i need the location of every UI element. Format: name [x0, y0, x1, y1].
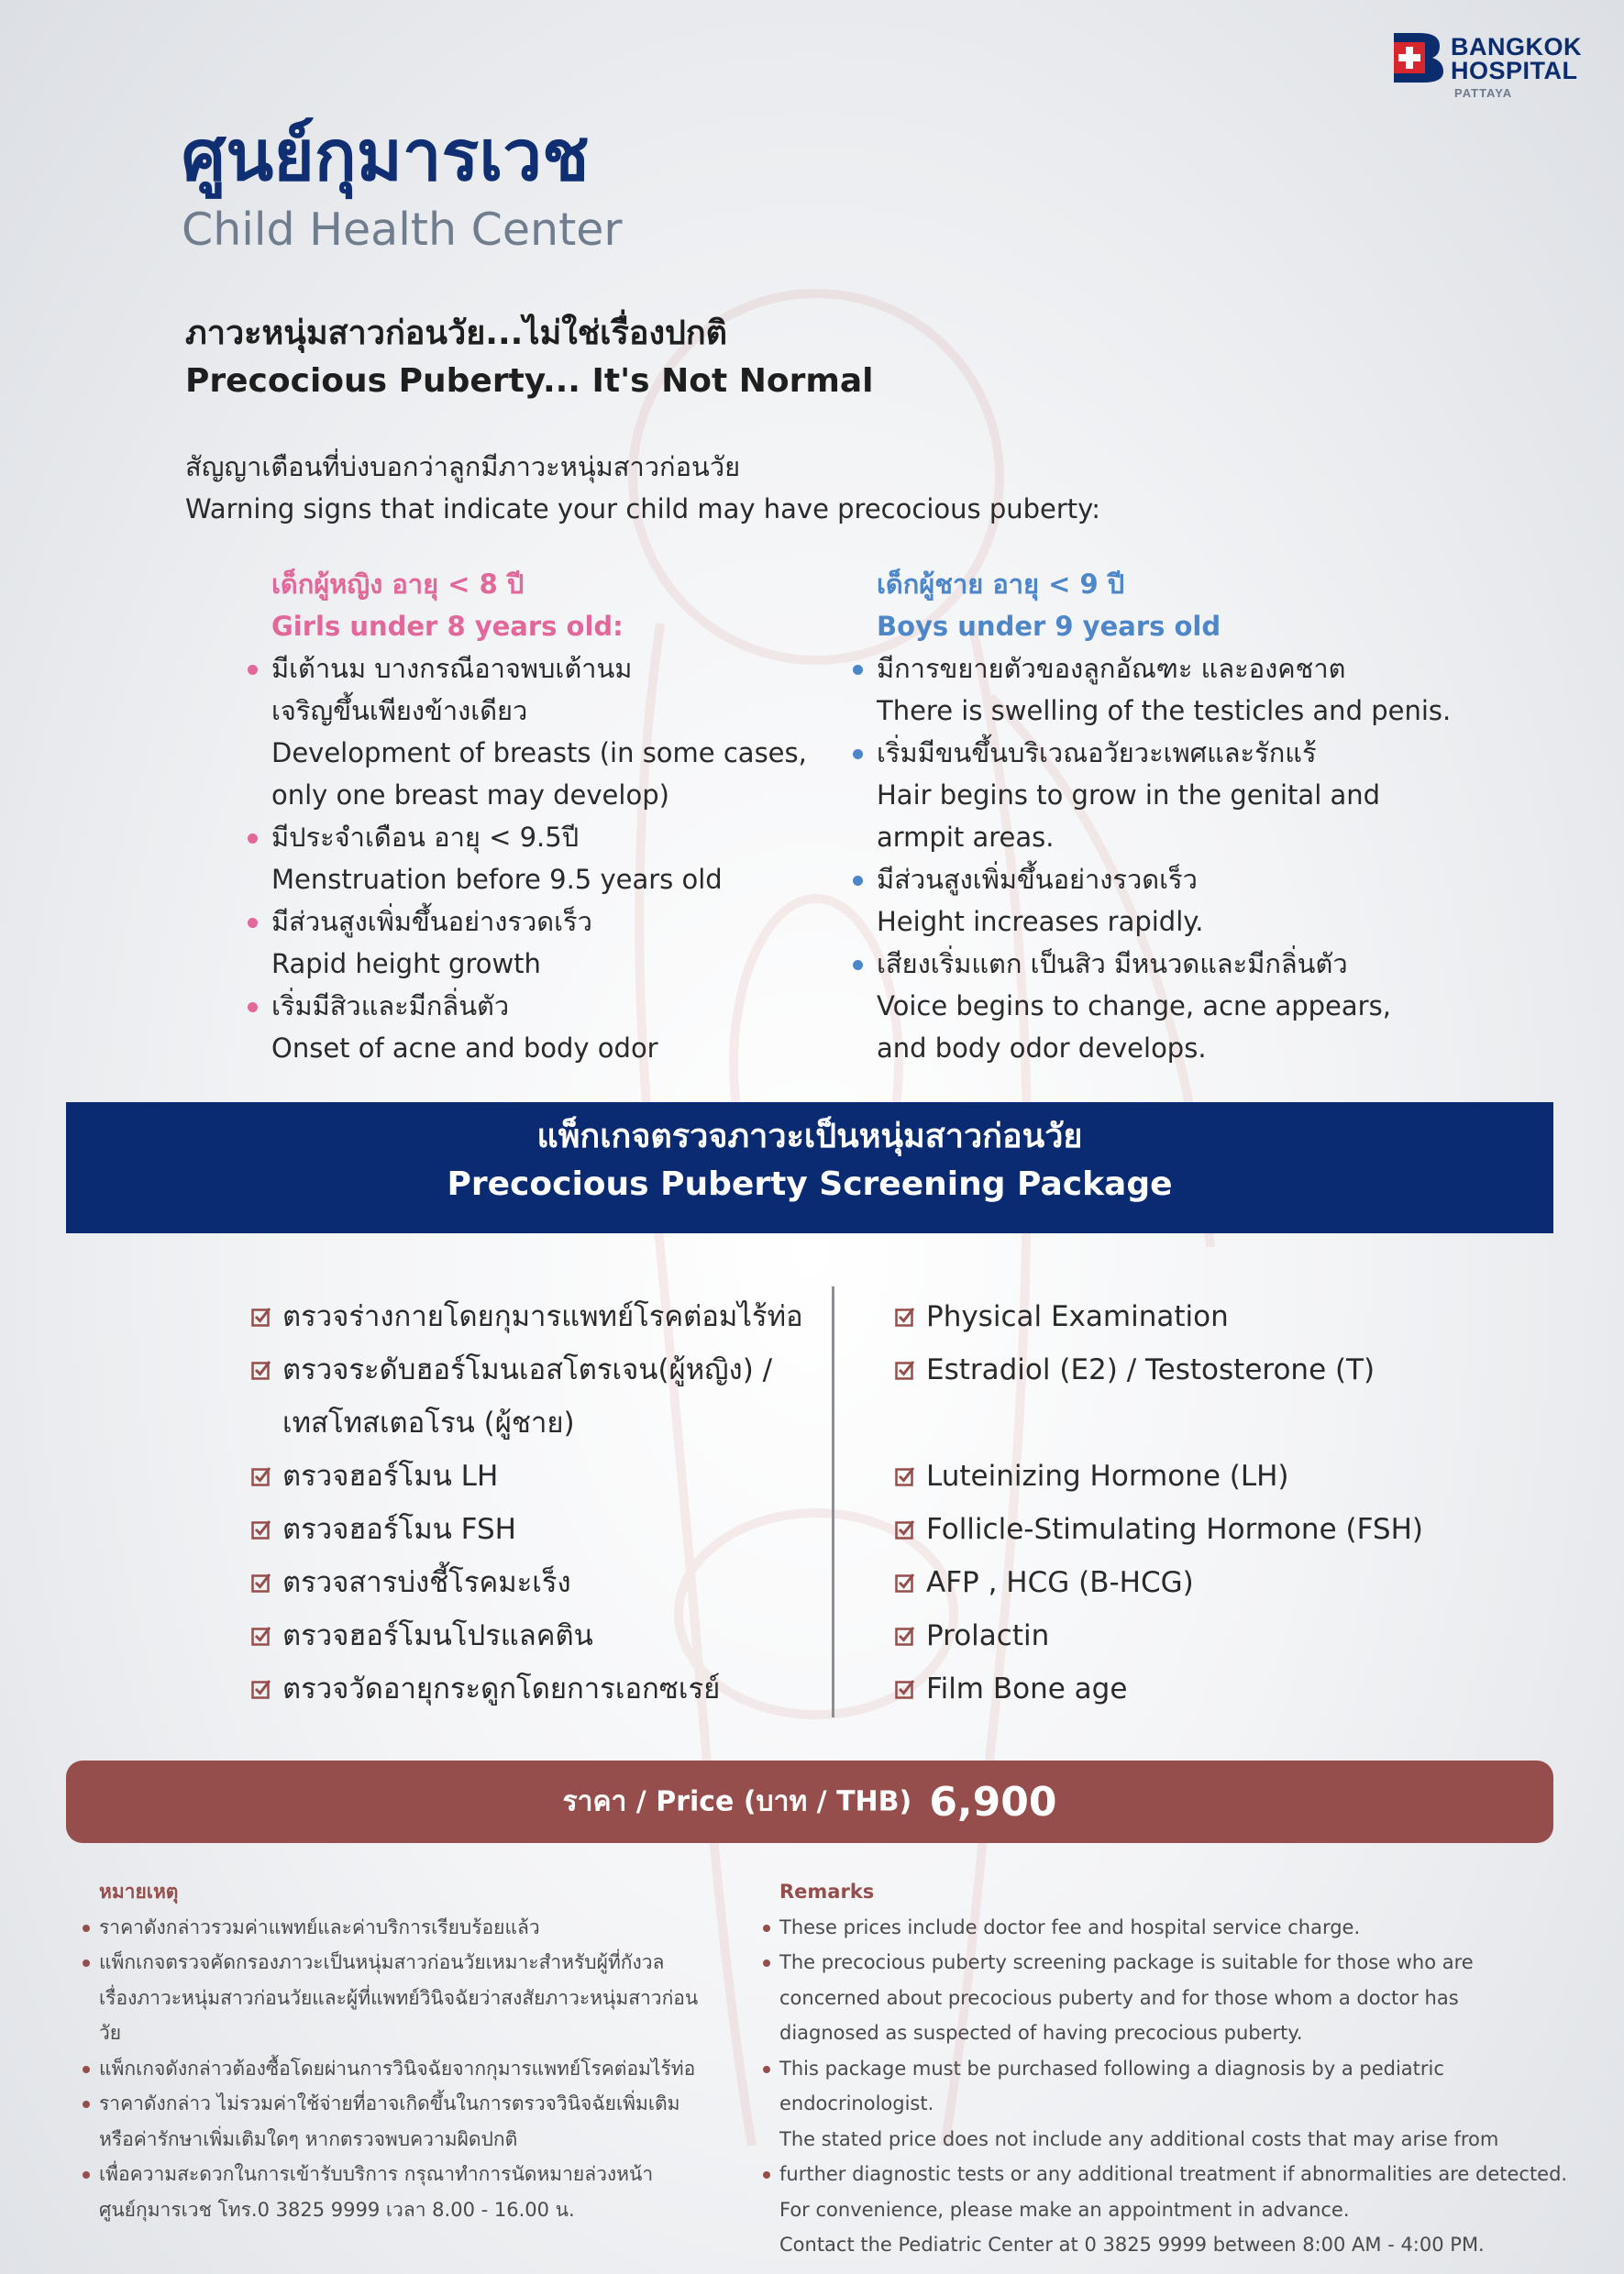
list-item-continuation: diagnosed as suspected of having precocious puberty.: [779, 2022, 1303, 2044]
list-item: มีเต้านม บางกรณีอาจพบเต้านม เจริญขึ้นเพียงข้างเดียว Development of breasts (in some cases, only one breast may develop): [271, 647, 822, 816]
checklist-item: Prolactin: [895, 1609, 1537, 1662]
checkbox-checked-icon: [251, 1573, 271, 1593]
checkbox-checked-icon: [251, 1626, 271, 1646]
checkbox-checked-icon: [251, 1466, 271, 1486]
bullet-dot: [248, 918, 258, 928]
boys-heading-thai: เด็กผู้ชาย อายุ < 9 ปี: [877, 568, 1125, 600]
bullet-dot: [853, 960, 863, 970]
bullet-dot: [248, 665, 258, 675]
list-item: The precocious puberty screening package is suitable for those who are: [779, 1945, 1568, 1981]
checkbox-checked-icon: [895, 1679, 915, 1699]
list-item: เริ่มมีสิวและมีกลิ่นตัว Onset of acne and body odor: [271, 985, 822, 1069]
checklist-thai: [251, 1290, 820, 1716]
headline-english: Precocious Puberty... It's Not Normal: [185, 362, 874, 400]
checklist-item: ตรวจสารบ่งชี้โรคมะเร็ง: [251, 1556, 820, 1609]
list-item: เพื่อความสะดวกในการเข้ารับบริการ กรุณาทำการนัดหมายล่วงหน้า ศูนย์กุมารเวช โทร.0 3825 9999 เวลา 8.00 - 16.00 น.: [99, 2157, 704, 2227]
girls-signs-column: [271, 563, 822, 1069]
checkbox-checked-icon: [251, 1679, 271, 1699]
bullet-dot: [83, 2101, 90, 2108]
headline: [185, 310, 873, 405]
logo-text-line2: HOSPITAL: [1451, 57, 1578, 84]
checkbox-checked-icon: [251, 1360, 271, 1380]
checkbox-checked-icon: [251, 1307, 271, 1327]
bullet-dot: [248, 833, 258, 844]
checklist-item: Follicle-Stimulating Hormone (FSH): [895, 1503, 1537, 1556]
checklist-item: Estradiol (E2) / Testosterone (T): [895, 1343, 1537, 1396]
remarks-english: [779, 1874, 1568, 2263]
bullet-dot: [853, 876, 863, 886]
logo-subtext: PATTAYA: [1454, 86, 1513, 100]
boys-heading-english: Boys under 9 years old: [877, 611, 1221, 642]
warning-intro-thai: สัญญาเตือนที่บ่งบอกว่าลูกมีภาวะหนุ่มสาวก่อนวัย: [185, 451, 741, 482]
boys-signs-column: [877, 563, 1464, 1069]
price-value: 6,900: [929, 1778, 1057, 1826]
list-item-continuation: The stated price does not include any additional costs that may arise from: [779, 2127, 1499, 2150]
bullet-dot: [853, 749, 863, 759]
checkbox-checked-icon: [895, 1307, 915, 1327]
logo-text-line1: BANGKOK: [1451, 33, 1582, 61]
page-title-english: Child Health Center: [182, 204, 623, 256]
remarks-thai: [99, 1874, 704, 2227]
checklist-item: ตรวจวัดอายุกระดูกโดยการเอกซเรย์: [251, 1662, 820, 1716]
list-item-continuation: concerned about precocious puberty and for those whom a doctor has: [779, 1986, 1459, 2009]
bullet-dot: [763, 2066, 770, 2073]
bullet-dot: [83, 2066, 90, 2073]
checklist-item: AFP , HCG (B-HCG): [895, 1556, 1537, 1609]
list-item: เสียงเริ่มแตก เป็นสิว มีหนวดและมีกลิ่นตัว Voice begins to change, acne appears, and body odor develops.: [877, 943, 1464, 1069]
list-item: ราคาดังกล่าวรวมค่าแพทย์และค่าบริการเรียบร้อยแล้ว: [99, 1910, 704, 1946]
bullet-dot: [248, 1002, 258, 1012]
checklist-english: [895, 1290, 1537, 1716]
checklist-item: ตรวจระดับฮอร์โมนเอสโตรเจน(ผู้หญิง) /: [251, 1343, 820, 1396]
price-banner: [66, 1761, 1553, 1843]
boys-sign-list: [877, 647, 1464, 1069]
checklist-item: Luteinizing Hormone (LH): [895, 1450, 1537, 1503]
list-item: แพ็กเกจตรวจคัดกรองภาวะเป็นหนุ่มสาวก่อนวัยเหมาะสำหรับผู้ที่กังวล เรื่องภาวะหนุ่มสาวก่อนวัยและผู้ที่แพทย์วินิจฉัยว่าสงสัยภาวะหนุ่มสาวก่อนวัย: [99, 1945, 704, 2051]
checklist-item: ตรวจฮอร์โมน FSH: [251, 1503, 820, 1556]
remarks-english-heading: Remarks: [779, 1881, 875, 1903]
checkbox-checked-icon: [895, 1466, 915, 1486]
checklist-item: ตรวจฮอร์โมน LH: [251, 1450, 820, 1503]
checklist-item: Physical Examination: [895, 1290, 1537, 1343]
warning-intro: [185, 446, 1100, 530]
list-item: แพ็กเกจดังกล่าวต้องซื้อโดยผ่านการวินิจฉัยจากกุมารแพทย์โรคต่อมไร้ท่อ: [99, 2051, 704, 2087]
bullet-dot: [763, 2171, 770, 2179]
checkbox-checked-icon: [895, 1360, 915, 1380]
remarks-thai-list: [99, 1910, 704, 2228]
checklist-item: Film Bone age: [895, 1662, 1537, 1716]
bullet-dot: [83, 1959, 90, 1967]
list-item: further diagnostic tests or any additional treatment if abnormalities are detected.: [779, 2157, 1568, 2192]
checklist-item: ตรวจร่างกายโดยกุมารแพทย์โรคต่อมไร้ท่อ: [251, 1290, 820, 1343]
bullet-dot: [83, 1925, 90, 1932]
list-item-continuation: For convenience, please make an appointment in advance.: [779, 2198, 1350, 2221]
list-item: These prices include doctor fee and hospital service charge.: [779, 1910, 1568, 1946]
package-title-thai: แพ็กเกจตรวจภาวะเป็นหนุ่มสาวก่อนวัย: [536, 1118, 1083, 1155]
price-label: ราคา / Price (บาท / THB): [562, 1785, 912, 1818]
bullet-dot: [83, 2171, 90, 2179]
list-item: This package must be purchased following a diagnosis by a pediatric endocrinologist.: [779, 2051, 1568, 2122]
package-title-english: Precocious Puberty Screening Package: [447, 1165, 1173, 1203]
checkbox-checked-icon: [895, 1626, 915, 1646]
list-item: มีการขยายตัวของลูกอัณฑะ และองคชาต There is swelling of the testicles and penis.: [877, 647, 1464, 732]
list-item: มีส่วนสูงเพิ่มขึ้นอย่างรวดเร็ว Rapid height growth: [271, 900, 822, 985]
bullet-dot: [763, 1959, 770, 1967]
checklist-item: ตรวจฮอร์โมนโปรแลคติน: [251, 1609, 820, 1662]
warning-intro-english: Warning signs that indicate your child may have precocious puberty:: [185, 493, 1100, 524]
checklist-spacer: [895, 1396, 1537, 1450]
bullet-dot: [853, 665, 863, 675]
checkbox-checked-icon: [251, 1519, 271, 1540]
checkbox-checked-icon: [895, 1519, 915, 1540]
list-item: มีส่วนสูงเพิ่มขึ้นอย่างรวดเร็ว Height increases rapidly.: [877, 858, 1464, 943]
girls-sign-list: [271, 647, 822, 1069]
page-title-thai: ศูนย์กุมารเวช: [182, 115, 590, 196]
hospital-cross-icon: [1394, 33, 1443, 83]
package-title-band: [66, 1102, 1553, 1233]
list-item: เริ่มมีขนขึ้นบริเวณอวัยวะเพศและรักแร้ Hair begins to grow in the genital and armpit areas.: [877, 732, 1464, 858]
hospital-logo: [1394, 33, 1596, 106]
bullet-dot: [763, 1925, 770, 1932]
checklist-item-continuation: เทสโทสเตอโรน (ผู้ชาย): [282, 1407, 575, 1440]
girls-heading-english: Girls under 8 years old:: [271, 611, 624, 642]
headline-thai: ภาวะหนุ่มสาวก่อนวัย...ไม่ใช่เรื่องปกติ: [185, 315, 728, 352]
list-item-continuation: Contact the Pediatric Center at 0 3825 9999 between 8:00 AM - 4:00 PM.: [779, 2234, 1485, 2256]
remarks-thai-heading: หมายเหตุ: [99, 1881, 179, 1903]
remarks-english-list: [779, 1910, 1568, 2263]
checklist-divider: [832, 1286, 834, 1717]
girls-heading-thai: เด็กผู้หญิง อายุ < 8 ปี: [271, 568, 525, 600]
checkbox-checked-icon: [895, 1573, 915, 1593]
list-item: ราคาดังกล่าว ไม่รวมค่าใช้จ่ายที่อาจเกิดขึ้นในการตรวจวินิจฉัยเพิ่มเติม หรือค่ารักษาเพิ่มเติมใดๆ หากตรวจพบความผิดปกติ: [99, 2086, 704, 2157]
list-item: มีประจำเดือน อายุ < 9.5ปี Menstruation before 9.5 years old: [271, 816, 822, 900]
